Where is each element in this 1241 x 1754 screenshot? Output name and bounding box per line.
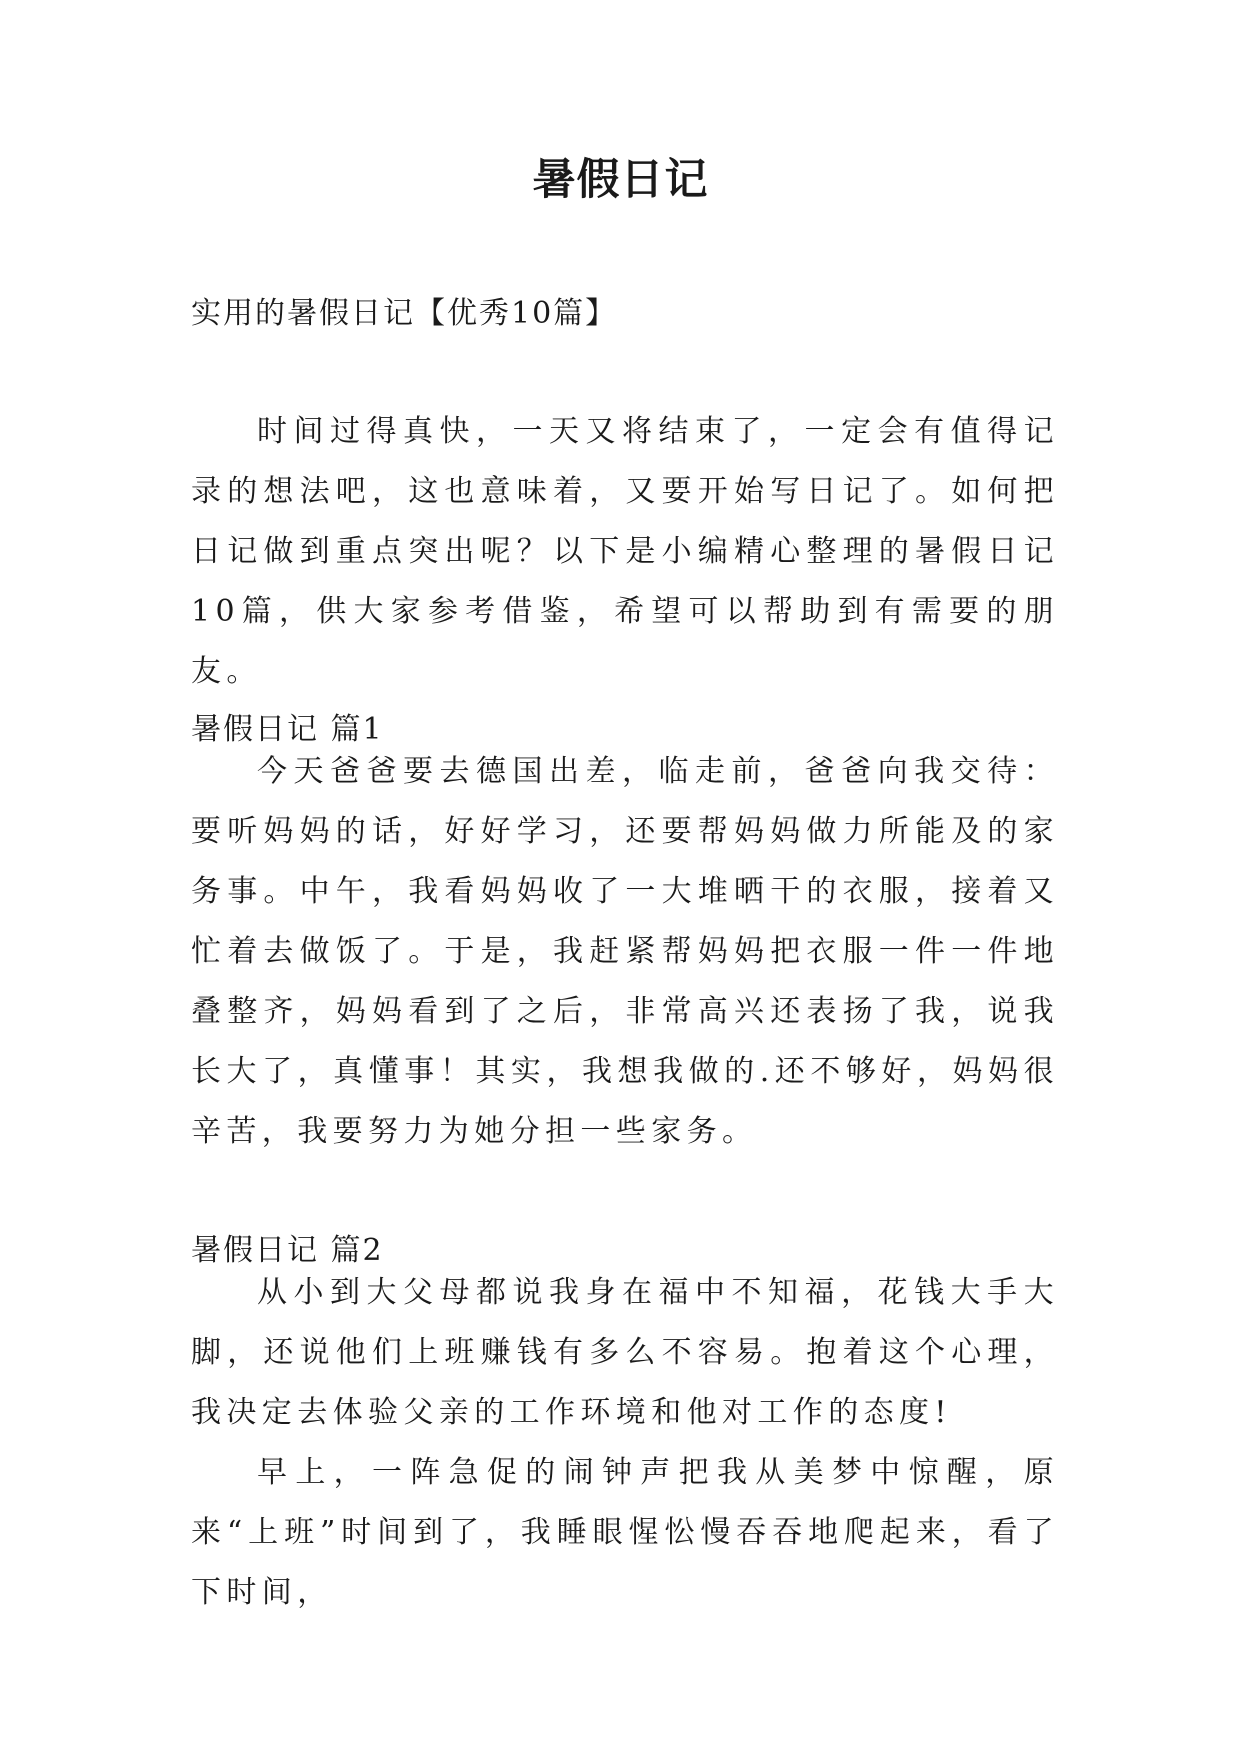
entry-paragraph: 早上，一阵急促的闹钟声把我从美梦中惊醒，原来“上班”时间到了，我睡眼惺忪慢吞吞地爬起来，看了下时间， [191,1455,1059,1610]
entry-paragraph: 今天爸爸要去德国出差，临走前，爸爸向我交待：要听妈妈的话，好好学习，还要帮妈妈做力所能及的家务事。中午，我看妈妈收了一大堆晒干的衣服，接着又忙着去做饭了。于是，我赶紧帮妈妈把衣服一件一件地叠整齐，妈妈看到了之后，非常高兴还表扬了我，说我长大了，真懂事！其实，我想我做的.还不够好，妈妈很辛苦，我要努力为她分担一些家务。 [191,754,1059,1149]
entry-heading: 暑假日记 篇2 [191,1233,384,1268]
entry-heading: 暑假日记 篇1 [191,712,384,747]
intro-paragraph: 时间过得真快，一天又将结束了，一定会有值得记录的想法吧，这也意味着，又要开始写日记了。如何把日记做到重点突出呢？以下是小编精心整理的暑假日记10篇，供大家参考借鉴，希望可以帮助到有需要的朋友。 [191,414,1059,689]
document-title: 暑假日记 [532,155,709,205]
document-subtitle: 实用的暑假日记【优秀10篇】 [191,296,618,331]
entry-paragraph: 从小到大父母都说我身在福中不知福，花钱大手大脚，还说他们上班赚钱有多么不容易。抱着这个心理，我决定去体验父亲的工作环境和他对工作的态度! [191,1275,1059,1430]
